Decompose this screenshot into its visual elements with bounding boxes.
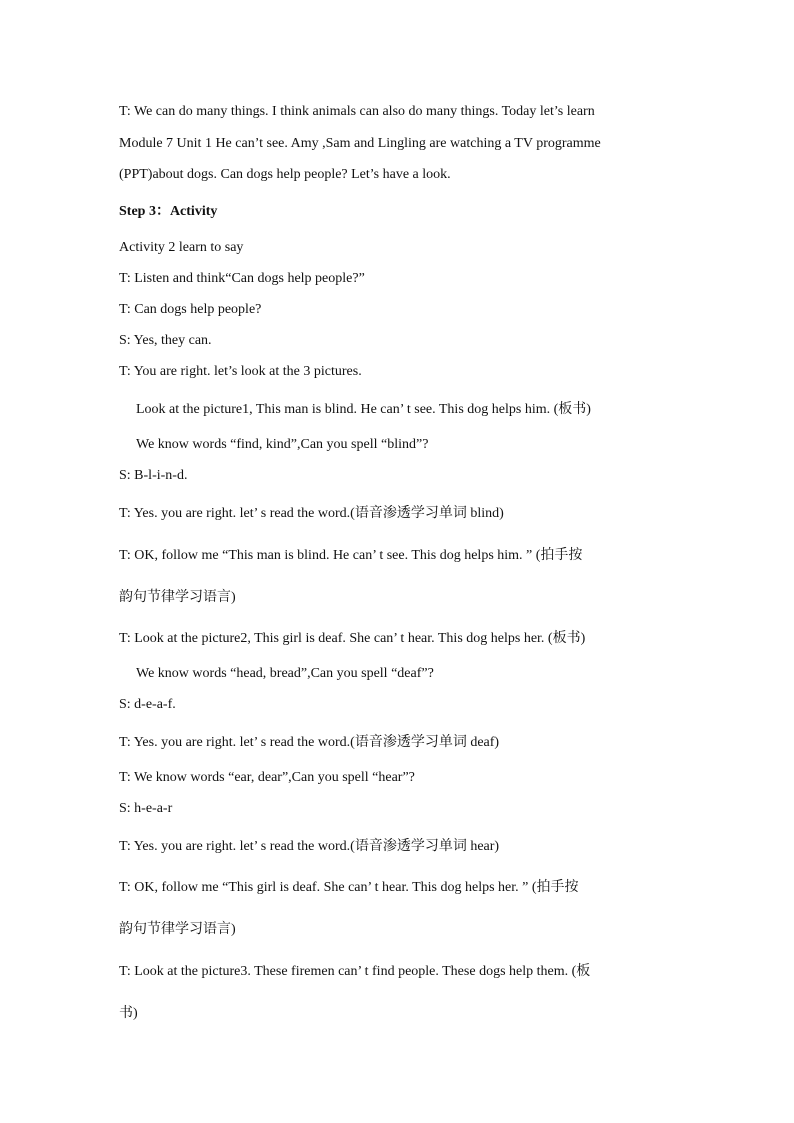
dialogue-line: T: Yes. you are right. let’ s read the word.(语音渗透学习单词 hear) [119, 839, 500, 854]
dialogue-line: S: d-e-a-f. [119, 697, 176, 712]
dialogue-line: S: B-l-i-n-d. [119, 468, 188, 483]
dialogue-line: T: Look at the picture3. These firemen can’ t find people. These dogs help them. (板 [119, 964, 591, 979]
paragraph-line-3: (PPT)about dogs. Can dogs help people? Let’s have a look. [119, 167, 451, 182]
step-heading: Step 3：Activity [119, 204, 218, 219]
dialogue-line: T: Listen and think“Can dogs help people?” [119, 271, 365, 286]
dialogue-line: T: OK, follow me “This man is blind. He can’ t see. This dog helps him. ” (拍手按 [119, 548, 583, 563]
dialogue-line: T: Look at the picture2, This girl is deaf. She can’ t hear. This dog helps her. (板书) [119, 631, 586, 646]
dialogue-line: 书) [119, 1006, 138, 1021]
dialogue-line: T: Yes. you are right. let’ s read the word.(语音渗透学习单词 blind) [119, 506, 504, 521]
dialogue-line: 韵句节律学习语言) [119, 590, 236, 605]
activity-title: Activity 2 learn to say [119, 240, 244, 255]
dialogue-line: S: Yes, they can. [119, 333, 212, 348]
dialogue-line: We know words “head, bread”,Can you spell “deaf”? [136, 666, 434, 681]
dialogue-line: 韵句节律学习语言) [119, 922, 236, 937]
dialogue-line: S: h-e-a-r [119, 801, 173, 816]
paragraph-line-1: T: We can do many things. I think animals can also do many things. Today let’s learn [119, 104, 595, 119]
dialogue-line: We know words “find, kind”,Can you spell “blind”? [136, 437, 429, 452]
dialogue-line: T: OK, follow me “This girl is deaf. She can’ t hear. This dog helps her. ” (拍手按 [119, 880, 579, 895]
dialogue-line: T: Can dogs help people? [119, 302, 262, 317]
dialogue-line: T: You are right. let’s look at the 3 pictures. [119, 364, 362, 379]
dialogue-line: T: Yes. you are right. let’ s read the word.(语音渗透学习单词 deaf) [119, 735, 500, 750]
dialogue-line: Look at the picture1, This man is blind. He can’ t see. This dog helps him. (板书) [136, 402, 591, 417]
paragraph-line-2: Module 7 Unit 1 He can’t see. Amy ,Sam and Lingling are watching a TV programme [119, 136, 601, 151]
dialogue-line: T: We know words “ear, dear”,Can you spell “hear”? [119, 770, 415, 785]
